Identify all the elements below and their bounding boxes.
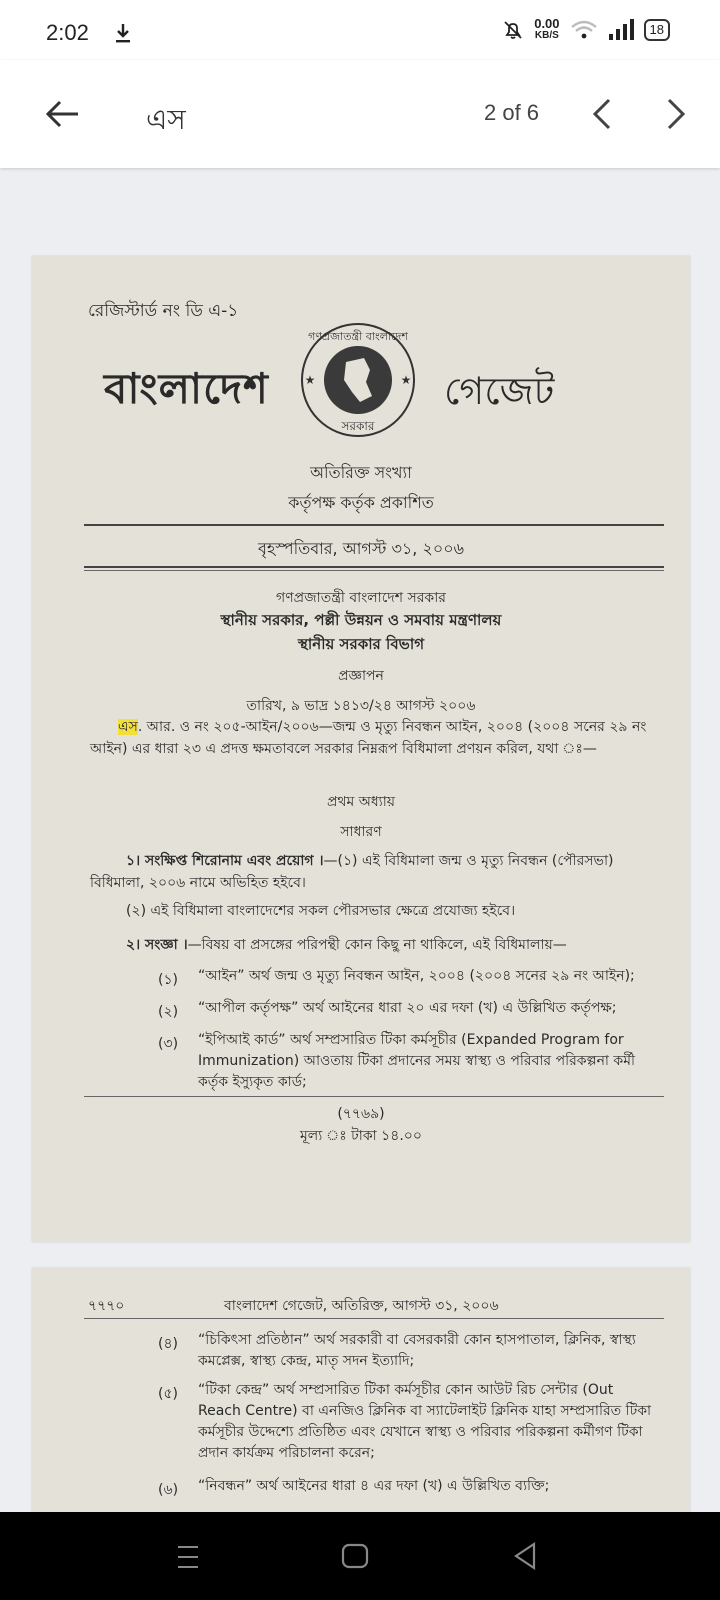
- back-arrow-icon: [44, 99, 80, 129]
- rule-1-text: —(১) এই বিধিমালা জন্ম ও মৃত্যু নিবন্ধন (পৌরসভা) বিধিমালা, ২০০৬ নামে অভিহিত হইবে।: [90, 853, 614, 891]
- definition-text: “চিকিৎসা প্রতিষ্ঠান” অর্থ সরকারী বা বেসরকারী কোন হাসপাতাল, ক্লিনিক, স্বাস্থ্য কমপ্লেক্স, স্বাস্থ্য কেন্দ্র, মাতৃ সদন ইত্যাদি;: [198, 1332, 636, 1369]
- back-button[interactable]: [40, 92, 84, 136]
- notification-title: প্রজ্ঞাপন: [338, 668, 384, 684]
- status-icons: [502, 18, 670, 42]
- gazette-title-right: গেজেট: [444, 369, 555, 413]
- divider: [84, 570, 664, 571]
- division-name: স্থানীয় সরকার বিভাগ: [297, 635, 425, 653]
- chapter-subtitle: সাধারণ: [340, 824, 382, 840]
- sro-paragraph: [90, 716, 652, 760]
- page-number: ৭৭৭০: [88, 1298, 125, 1314]
- status-bar: [0, 0, 720, 60]
- government-seal-icon: [284, 318, 432, 442]
- notification-date: তারিখ, ৯ ভাদ্র ১৪১৩/২৪ আগস্ট ২০০৬: [246, 698, 476, 714]
- definition-number: (৪): [158, 1336, 179, 1352]
- divider: [84, 1318, 664, 1319]
- gazette-title-left: বাংলাদেশ: [104, 364, 269, 413]
- seal-top-text: গণপ্রজাতন্ত্রী বাংলাদেশ: [308, 330, 408, 343]
- definition-number: (৩): [158, 1036, 179, 1052]
- registration-number: রেজিস্টার্ড নং ডি এ-১: [88, 301, 239, 321]
- page-number: (৭৭৬৯): [337, 1106, 385, 1122]
- definition-text: “ইপিআই কার্ড” অর্থ সম্প্রসারিত টিকা কর্মসূচীর (Expanded Program for Immunization) আওতায় টিকা প্রদানের সময় স্বাস্থ্য ও পরিবার পরিকল্পনা কর্মী কর্তৃক ইস্যুকৃত কার্ড;: [198, 1032, 636, 1090]
- recent-apps-icon[interactable]: [170, 1542, 206, 1572]
- chevron-left-icon: [591, 97, 613, 131]
- download-icon: [114, 22, 132, 44]
- signal-icon: [608, 19, 634, 41]
- rule-2-heading: ২। সংজ্ঞা ।: [126, 937, 188, 953]
- svg-text:★: ★: [400, 373, 412, 387]
- rule-1-clause-2: (২) এই বিধিমালা বাংলাদেশের সকল পৌরসভার ক্ষেত্রে প্রযোজ্য হইবে।: [126, 903, 516, 919]
- published-by: কর্তৃপক্ষ কর্তৃক প্রকাশিত: [288, 493, 434, 512]
- extra-issue: অতিরিক্ত সংখ্যা: [310, 463, 412, 482]
- home-icon[interactable]: [340, 1542, 370, 1570]
- government-name: গণপ্রজাতন্ত্রী বাংলাদেশ সরকার: [276, 590, 446, 606]
- rule-1-heading: ১। সংক্ষিপ্ত শিরোনাম এবং প্রয়োগ ।: [126, 853, 324, 869]
- definition-text: “টিকা কেন্দ্র” অর্থ সম্প্রসারিত টিকা কর্মসূচীর কোন আউট রিচ সেন্টার (Out Reach Centre) বা এনজিও ক্লিনিক বা স্যাটেলাইট ক্লিনিক যাহা সম্প্রসারিত টিকা কর্মসূচীর উদ্দেশ্যে প্রতিষ্ঠিত এবং যেখানে স্বাস্থ্য ও পরিবার পরিকল্পনা কর্মীগণ টিকা প্রদান কার্যক্রম পরিচালনা করেন;: [198, 1382, 652, 1461]
- ministry-name: স্থানীয় সরকার, পল্লী উন্নয়ন ও সমবায় মন্ত্রণালয়: [220, 611, 502, 629]
- find-toolbar: [0, 60, 720, 168]
- definition-text: “আইন” অর্থ জন্ম ও মৃত্যু নিবন্ধন আইন, ২০০৪ (২০০৪ সনের ২৯ নং আইন);: [198, 968, 635, 984]
- definition-number: (১): [158, 972, 179, 988]
- wifi-icon: [570, 19, 598, 41]
- rule-2: [126, 934, 652, 956]
- rule-2-text: —বিষয় বা প্রসঙ্গের পরিপন্থী কোন কিছু না থাকিলে, এই বিধিমালায়—: [187, 937, 567, 953]
- system-nav-bar: [0, 1512, 720, 1600]
- definition-text: “নিবন্ধন” অর্থ আইনের ধারা ৪ এর দফা (খ) এ উল্লিখিত ব্যক্তি;: [198, 1478, 550, 1494]
- definition-number: (৬): [158, 1482, 179, 1498]
- svg-text:★: ★: [304, 373, 316, 387]
- net-speed: [534, 18, 559, 42]
- price: মূল্য ঃ টাকা ১৪.০০: [300, 1128, 422, 1144]
- status-time: 2:02: [46, 20, 89, 45]
- net-speed-unit: KB/S: [534, 30, 559, 41]
- net-speed-value: 0.00: [534, 16, 560, 31]
- definition-number: (২): [158, 1004, 179, 1020]
- chapter-title: প্রথম অধ্যায়: [326, 794, 396, 810]
- next-match-button[interactable]: [654, 92, 698, 136]
- rule-1: [90, 850, 652, 894]
- search-match-highlight[interactable]: এস: [118, 719, 138, 735]
- divider: [84, 566, 664, 568]
- definition-number: (৫): [158, 1386, 179, 1402]
- seal-bottom-text: সরকার: [341, 419, 375, 433]
- battery-icon: 18: [644, 19, 670, 41]
- chevron-right-icon: [665, 97, 687, 131]
- match-count: 2 of 6: [484, 100, 540, 125]
- gazette-date: বৃহস্পতিবার, আগস্ট ৩১, ২০০৬: [257, 539, 465, 558]
- document-page-2[interactable]: [32, 1268, 690, 1512]
- previous-match-button[interactable]: [580, 92, 624, 136]
- document-page-1[interactable]: [32, 256, 690, 1242]
- definition-text: “আপীল কর্তৃপক্ষ” অর্থ আইনের ধারা ২০ এর দফা (খ) এ উল্লিখিত কর্তৃপক্ষ;: [198, 1000, 617, 1016]
- divider: [84, 524, 664, 526]
- sro-text: . আর. ও নং ২০৫-আইন/২০০৬—জন্ম ও মৃত্যু নিবন্ধন আইন, ২০০৪ (২০০৪ সনের ২৯ নং আইন) এর ধারা ২৩ এ প্রদত্ত ক্ষমতাবলে সরকার নিম্নরূপ বিধিমালা প্রণয়ন করিল, যথা ঃ—: [90, 719, 647, 757]
- running-header: বাংলাদেশ গেজেট, অতিরিক্ত, আগস্ট ৩১, ২০০৬: [224, 1298, 499, 1314]
- back-triangle-icon[interactable]: [510, 1540, 542, 1572]
- divider: [84, 1096, 664, 1097]
- mute-bell-icon: [502, 19, 524, 41]
- search-term-input[interactable]: এস: [146, 103, 186, 136]
